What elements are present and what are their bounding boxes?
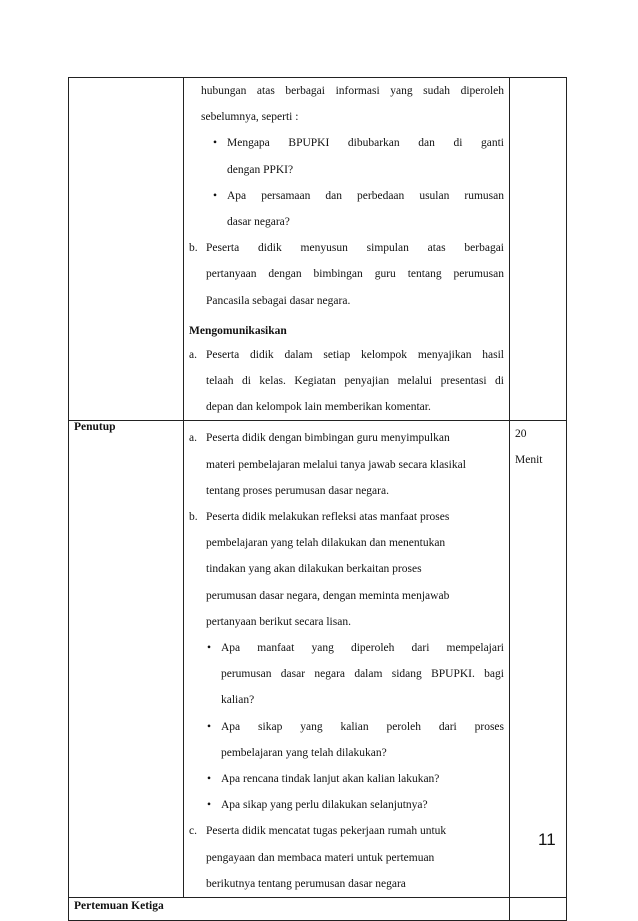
text-line: Peserta didik mencatat tugas pekerjaan rumah untuk: [206, 825, 447, 838]
duration-unit: Menit: [515, 454, 543, 467]
text-line: perumusan dasar negara dalam sidang BPUPKI. bagi: [221, 668, 504, 681]
list-item: [197, 792, 504, 818]
text-line: pembelajaran yang telah dilakukan dan menentukan: [206, 537, 446, 550]
text-line: Apa sikap yang perlu dilakukan selanjutnya?: [221, 799, 428, 812]
text-line: kalian?: [221, 694, 255, 707]
duration-value: 20: [515, 428, 527, 441]
text-line: depan dan kelompok lain memberikan komentar.: [206, 401, 431, 414]
list-item-c: [189, 818, 504, 897]
bullet-list: [189, 130, 504, 235]
table-row-penutup: [69, 421, 567, 898]
list-marker: a.: [189, 432, 197, 445]
text-line: sebelumnya, seperti :: [201, 111, 299, 124]
time-cell-empty: [510, 898, 567, 921]
bullet-icon: •: [206, 773, 212, 786]
text-line: Apa rencana tindak lanjut akan kalian lakukan?: [221, 773, 440, 786]
page-number: 11: [538, 830, 556, 849]
text-line: tindakan yang akan dilakukan berkaitan proses: [206, 563, 422, 576]
meeting-label: Pertemuan Ketiga: [69, 898, 510, 921]
text-line: dengan PPKI?: [227, 163, 294, 176]
bullet-icon: •: [206, 642, 212, 655]
bullet-icon: •: [212, 189, 218, 202]
list-item: [197, 635, 504, 714]
text-line: telaah di kelas. Kegiatan penyajian melalui presentasi di: [206, 375, 504, 388]
bullet-icon: •: [206, 720, 212, 733]
text-line: Apa sikap yang kalian peroleh dari proses: [221, 720, 504, 733]
time-cell-empty: [510, 78, 567, 421]
text-line: dasar negara?: [227, 216, 290, 229]
list-item-a: [189, 425, 504, 504]
text-line: Pancasila sebagai dasar negara.: [206, 294, 351, 307]
text-line: pembelajaran yang telah dilakukan?: [221, 746, 387, 759]
list-item-a: [189, 342, 504, 421]
list-item-b: [189, 504, 504, 635]
text-line: hubungan atas berbagai informasi yang sudah diperoleh: [201, 85, 504, 97]
list-marker: b.: [189, 242, 198, 255]
text-line: berikutnya tentang perumusan dasar negara: [206, 877, 406, 890]
activity-cell: [184, 78, 510, 421]
text-line: Mengapa BPUPKI dibubarkan dan di ganti: [227, 137, 504, 150]
list-item: [203, 183, 504, 235]
text-line: Apa persamaan dan perbedaan usulan rumusan: [227, 189, 504, 202]
text-line: Peserta didik melakukan refleksi atas manfaat proses: [206, 511, 450, 524]
bullet-list: [189, 635, 504, 818]
stage-label: Penutup: [69, 421, 184, 898]
list-item: [203, 130, 504, 182]
table-row-continuation: [69, 78, 567, 421]
time-cell: [510, 421, 567, 898]
bullet-icon: •: [212, 137, 218, 150]
section-heading: Mengomunikasikan: [189, 324, 287, 337]
list-marker: a.: [189, 348, 197, 361]
list-item: [197, 714, 504, 766]
bullet-icon: •: [206, 799, 212, 812]
text-line: pengayaan dan membaca materi untuk pertemuan: [206, 851, 435, 864]
stage-cell-empty: [69, 78, 184, 421]
lesson-plan-table: [68, 77, 567, 921]
text-line: Apa manfaat yang diperoleh dari mempelajari: [221, 642, 504, 655]
text-line: materi pembelajaran melalui tanya jawab secara klasikal: [206, 458, 466, 471]
list-marker: c.: [189, 825, 197, 838]
table-row-pertemuan-ketiga: [69, 898, 567, 921]
activity-cell: [184, 421, 510, 898]
text-line: perumusan dasar negara, dengan meminta menjawab: [206, 589, 450, 602]
text-line: Peserta didik dengan bimbingan guru menyimpulkan: [206, 432, 450, 445]
text-line: pertanyaan dengan bimbingan guru tentang perumusan: [206, 268, 504, 281]
text-line: Peserta didik dalam setiap kelompok menyajikan hasil: [206, 348, 504, 361]
list-item: [197, 766, 504, 792]
text-line: Peserta didik menyusun simpulan atas berbagai: [206, 242, 504, 255]
list-marker: b.: [189, 511, 198, 524]
list-item-b: [189, 235, 504, 314]
text-line: tentang proses perumusan dasar negara.: [206, 484, 389, 497]
text-line: pertanyaan berikut secara lisan.: [206, 615, 351, 628]
